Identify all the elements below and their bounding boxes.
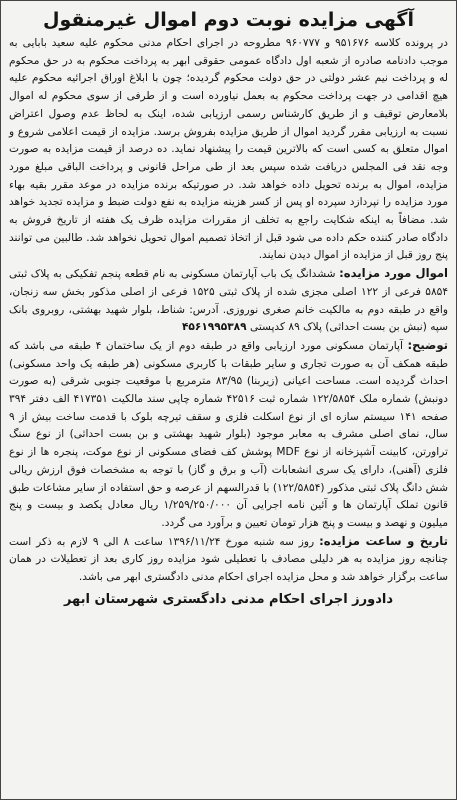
notice-signature: دادورز اجرای احکام مدنی دادگستری شهرستان ابهر: [63, 591, 394, 607]
description-heading: توضیح:: [407, 337, 448, 352]
property-section: [9, 265, 448, 337]
description-section: [9, 337, 448, 533]
description-text: آپارتمان مسکونی مورد ارزیابی واقع در طبقه دوم از یک ساختمان ۴ طبقه می باشد که طبقه همکف آن به صورت تجاری و سایر طبقات با کاربری مسکونی (هر طبقه یک واحد مسکونی) احداث گردیده است. مساحت اعیانی (زیربنا) ۸۳/۹۵ مترمربع با موقعیت جنوبی شرقی (به صورت دونبش) شماره ملک ۱۲۲/۵۸۵۴ شماره ثبت ۴۲۵۱۶ شماره چاپی سند مالکیت ۴۱۷۳۵۱ الف دفتر ۳۹۴ صفحه ۱۴۱ سیستم سازه ای از نوع اسکلت فلزی و سقف تیرچه بلوک با قدمت ساخت بیش از ۹ سال، نمای اصلی مشرف به معابر موجود (بلوار شهید بهشتی و بن بست احداثی) از نوع سنگ تراورتن، کابینت آشپزخانه از نوع MDF پوشش کف فضای مسکونی از نوع موکت، پنجره ها از نوع فلزی (آهنی)، دارای یک سری انشعابات (آب و برق و گاز) با توجه به مشخصات فوق ارزش ریالی شش دانگ پلاک ثبتی مذکور (۱۲۲/۵۸۵۴) با قدرالسهم از عرصه و حق استفاده از سایر مشاعات طبق قانون تملک آپارتمان ها و آئین نامه اجرایی آن ۱/۲۵۹/۲۵۰/۰۰۰ ریال معادل یکصد و بیست و پنج میلیون و نهصد و بیست و پنج هزار تومان تعیین و برآورد می گردد.: [9, 339, 448, 529]
property-heading: اموال مورد مزایده:: [339, 266, 448, 281]
schedule-section: [9, 533, 448, 587]
schedule-text: روز سه شنبه مورخ ۱۳۹۶/۱۱/۲۴ ساعت ۸ الی ۹ لازم به ذکر است چنانچه روز مزایده به هر دلیلی مصادف با تعطیلی شود مزایده روز کاری بعد از تعطیلات در همان ساعت برگزار خواهد شد و محل مزایده اجرای احکام مدنی دادگستری ابهر می باشد.: [9, 535, 448, 584]
property-text: ششدانگ یک باب آپارتمان مسکونی به نام قطعه پنجم تفکیکی به پلاک ثبتی ۵۸۵۴ فرعی از ۱۲۲ اصلی مجزی شده از پلاک ثبتی ۱۵۲۵ فرعی از اصلی مذکور بخش سه زنجان، واقع در طبقه دوم به مالکیت خانم صغری نوروزی. آدرس: شناط، بلوار شهید بهشتی، روبروی بانک سپه (نبش بن بست احداثی) پلاک ۸۹ کدپستی: [9, 268, 449, 334]
postal-code: ۴۵۶۱۹۹۵۳۸۹: [181, 321, 247, 334]
schedule-heading: تاریخ و ساعت مزایده:: [319, 533, 449, 548]
intro-paragraph: در پرونده کلاسه ۹۵۱۶۷۶ و ۹۶۰۷۷۷ مطروحه در اجرای احکام مدنی محکوم علیه سعید بابایی به موجب دادنامه صادره از شعبه اول دادگاه عمومی حقوقی ابهر به پرداخت محکوم به در حق محکوم له و پرداخت نیم عشر دولتی در حق دولت محکوم گردیده؛ چون با ابلاغ اوراق اجرائیه محکوم علیه هیچ اقدامی در جهت پرداخت محکوم به بعمل نیاورده است و از طرفی از سوی محکوم له اموال بلامعارض توقیف و از طریق کارشناس رسمی ارزیابی شده، اینک به لحاظ عدم وصول اعتراض نسبت به ارزیابی مقرر گردید اموال از طریق مزایده بفروش برسد. مزایده از قیمت اعلامی شروع و اموال متعلق به کسی است که بالاترین قیمت را پیشنهاد نماید. ده درصد از قیمت مزایده به صورت وجه نقد فی المجلس دریافت شده سپس بعد از طی مراحل قانونی و پرداخت الباقی مبلغ مورد مزایده، اموال به برنده تحویل داده خواهد شد. در صورتیکه برنده مزایده در موعد مقرر بقیه بهاء مورد مزایده را نپردازد سپرده او پس از کسر هزینه مزایده به نفع دولت ضبط و مزایده تجدید خواهد شد. مضافاً به اینکه شکایت راجع به تخلف از مقررات مزایده ظرف یک هفته از تاریخ فروش به دادگاه صادر کننده حکم داده می شود قبل از اتخاذ تصمیم اموال تحویل نخواهد شد. طالبین می توانند پنج روز قبل از مزایده از اموال دیدن نمایند.: [9, 37, 448, 262]
notice-title: آگهی مزایده نوبت دوم اموال غیرمنقول: [43, 9, 414, 31]
